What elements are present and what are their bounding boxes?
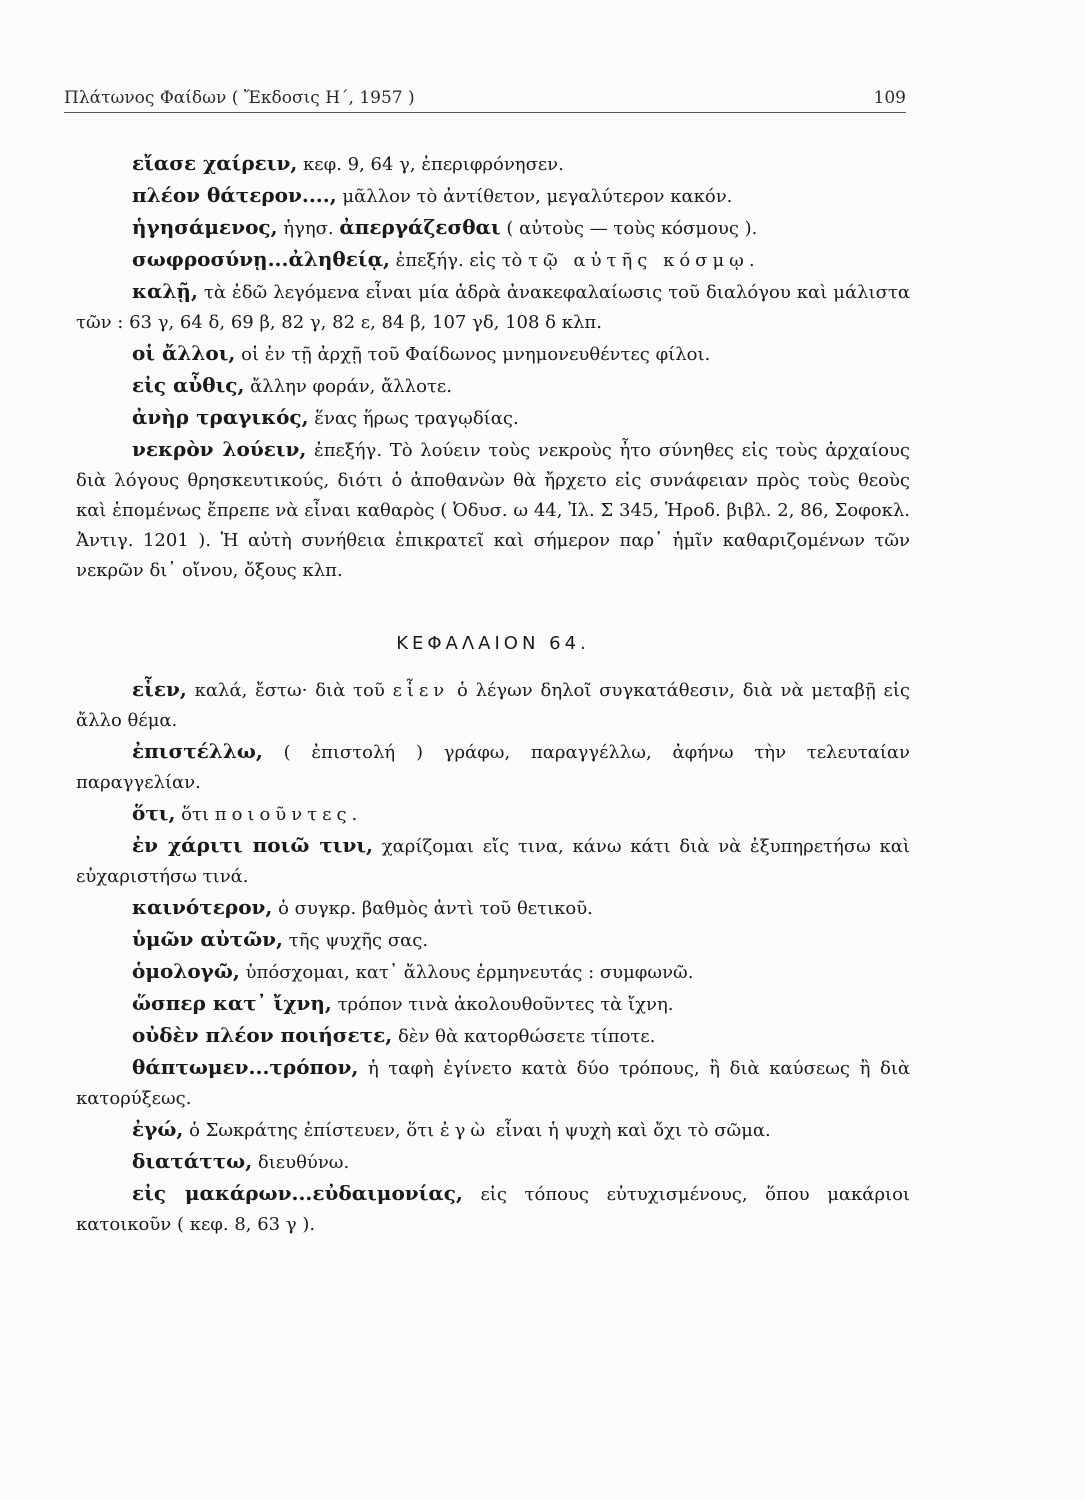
entry-lemma: θάπτωμεν...τρόπον,: [132, 1055, 359, 1079]
glossary-entry: [76, 956, 910, 988]
entry-spaced-text: τῷ αὐτῆς κόσμῳ.: [528, 250, 760, 271]
entry-spaced-text: ἐγὼ: [439, 1120, 491, 1141]
glossary-entry: [76, 892, 910, 924]
glossary-entry: [76, 180, 910, 212]
entry-gloss: ὁ Σωκράτης ἐπίστευεν, ὅτι: [183, 1120, 440, 1141]
glossary-entry: [76, 924, 910, 956]
entry-spaced-text: ποιοῦντες.: [214, 804, 363, 825]
glossary-entry: [76, 148, 910, 180]
entry-lemma: ὁμολογῶ,: [132, 959, 240, 983]
entry-lemma: ὥσπερ κατ᾽ ἴχνη,: [132, 991, 332, 1015]
glossary-entry: [76, 798, 910, 830]
entry-gloss: τῆς ψυχῆς σας.: [283, 930, 429, 951]
entry-gloss: ( ἐπιστολή ) γράφω, παραγγέλλω, ἀφήνω τὴν τελευταίαν παραγγελίαν.: [76, 742, 910, 793]
entry-lemma: ὑμῶν αὐτῶν,: [132, 927, 284, 951]
glossary-entry: [76, 1052, 910, 1114]
entry-gloss: ἕνας ἥρως τραγῳδίας.: [308, 408, 519, 429]
entry-gloss: ἐπεξήγ. Τὸ λούειν τοὺς νεκροὺς ἦτο σύνηθες εἰς τοὺς ἀρχαίους διὰ λόγους θρησκευτικούς, διότι ὁ ἀποθανὼν θὰ ἤρχετο εἰς συνάφειαν πρὸς τοὺς θεοὺς καὶ ἑπομένως ἔπρεπε νὰ εἶναι καθαρὸς ( Ὀδυσ. ω 44, Ἰλ. Σ 345, Ἡροδ. βιβλ. 2, 86, Σοφοκλ. Ἀντιγ. 1201 ). Ἡ αὐτὴ συνήθεια ἐπικρατεῖ καὶ σήμερον παρ᾽ ἡμῖν καθαριζομένων τῶν νεκρῶν δι᾽ οἴνου, ὄξους κλπ.: [76, 440, 910, 581]
entry-lemma: εἴασε χαίρειν,: [132, 151, 298, 175]
entry-gloss: ἐπεξήγ. εἰς τὸ: [389, 250, 529, 271]
entry-lemma: διατάττω,: [132, 1149, 253, 1173]
entry-gloss: τὰ ἐδῶ λεγόμενα εἶναι μία ἁδρὰ ἀνακεφαλαίωσις τοῦ διαλόγου καὶ μάλιστα τῶν : 63 γ, 64 δ, 69 β, 82 γ, 82 ε, 84 β, 107 γδ, 108 δ κλπ.: [76, 282, 910, 333]
glossary-entry: [76, 674, 910, 736]
entry-gloss: ἡ ταφὴ ἐγίνετο κατὰ δύο τρόπους, ἢ διὰ καύσεως ἢ διὰ κατορύξεως.: [76, 1058, 910, 1109]
entry-gloss: κεφ. 9, 64 γ, ἐπεριφρόνησεν.: [297, 154, 564, 175]
glossary-entry: [76, 1020, 910, 1052]
entry-lemma: σωφροσύνῃ...ἀληθείᾳ,: [132, 247, 390, 271]
entry-lemma: ἐν χάριτι ποιῶ τινι,: [132, 833, 373, 857]
entry-lemma: εἰς αὖθις,: [132, 373, 245, 397]
entry-lemma: καινότερον,: [132, 895, 273, 919]
entry-gloss: ὁ συγκρ. βαθμὸς ἀντὶ τοῦ θετικοῦ.: [272, 898, 593, 919]
entry-lemma: ἀπεργάζεσθαι: [339, 215, 501, 239]
entry-gloss: μᾶλλον τὸ ἀντίθετον, μεγαλύτερον κακόν.: [336, 186, 733, 207]
entry-lemma: καλῇ,: [132, 279, 198, 303]
glossary-entry: [76, 1146, 910, 1178]
entry-lemma: οἱ ἄλλοι,: [132, 341, 236, 365]
entry-gloss: διευθύνω.: [252, 1152, 350, 1173]
entry-lemma: ὅτι,: [132, 801, 176, 825]
entry-gloss: ( αὐτοὺς — τοὺς κόσμους ).: [500, 218, 758, 239]
entry-gloss: καλά, ἔστω· διὰ τοῦ: [186, 680, 393, 701]
entry-gloss: ὑπόσχομαι, κατ᾽ ἄλλους ἑρμηνευτάς : συμφωνῶ.: [239, 962, 694, 983]
entry-gloss: εἶναι ἡ ψυχὴ καὶ ὄχι τὸ σῶμα.: [490, 1120, 771, 1141]
glossary-entry: [76, 212, 910, 244]
entry-lemma: πλέον θάτερον....,: [132, 183, 337, 207]
glossary-entry: [76, 338, 910, 370]
entry-gloss: τρόπον τινὰ ἀκολουθοῦντες τὰ ἴχνη.: [331, 994, 674, 1015]
page-number: 109: [873, 88, 906, 108]
running-title: Πλάτωνος Φαίδων ( Ἔκδοσις Η΄, 1957 ): [64, 88, 415, 108]
glossary-entry: [76, 402, 910, 434]
entry-gloss: δὲν θὰ κατορθώσετε τίποτε.: [392, 1026, 656, 1047]
entry-lemma: ἐπιστέλλω,: [132, 739, 263, 763]
glossary-block-b: [76, 674, 910, 1240]
running-header: [64, 88, 906, 113]
entry-gloss: ἡγησ.: [277, 218, 340, 239]
entry-gloss: ὅτι: [175, 804, 215, 825]
entry-gloss: οἱ ἐν τῇ ἀρχῇ τοῦ Φαίδωνος μνημονευθέντες φίλοι.: [235, 344, 711, 365]
glossary-entry: [76, 1114, 910, 1146]
entry-gloss: ἄλλην φοράν, ἄλλοτε.: [244, 376, 452, 397]
entry-lemma: εἰς μακάρων...εὐδαιμονίας,: [132, 1181, 463, 1205]
entry-lemma: ἡγησάμενος,: [132, 215, 278, 239]
chapter-heading: ΚΕΦΑΛΑΙΟΝ 64.: [396, 633, 590, 654]
page-body: [76, 148, 910, 1240]
entry-gloss: ὁ λέγων δηλοῖ συγκατάθεσιν, διὰ νὰ μεταβῇ εἰς ἄλλο θέμα.: [76, 680, 910, 731]
entry-gloss: χαρίζομαι εἴς τινα, κάνω κάτι διὰ νὰ ἐξυπηρετήσω καὶ εὐχαριστήσω τινά.: [76, 836, 910, 887]
glossary-block-a: [76, 148, 910, 586]
entry-spaced-text: εἶεν: [392, 680, 450, 701]
entry-lemma: ἐγώ,: [132, 1117, 184, 1141]
entry-lemma: εἶεν,: [132, 677, 187, 701]
glossary-entry: [76, 434, 910, 586]
entry-gloss: εἰς τόπους εὐτυχισμένους, ὅπου μακάριοι κατοικοῦν ( κεφ. 8, 63 γ ).: [76, 1184, 910, 1235]
glossary-entry: [76, 830, 910, 892]
glossary-entry: [76, 736, 910, 798]
entry-lemma: οὐδὲν πλέον ποιήσετε,: [132, 1023, 393, 1047]
glossary-entry: [76, 370, 910, 402]
glossary-entry: [76, 244, 910, 276]
glossary-entry: [76, 276, 910, 338]
glossary-entry: [76, 1178, 910, 1240]
glossary-entry: [76, 988, 910, 1020]
entry-lemma: ἀνὴρ τραγικός,: [132, 405, 309, 429]
entry-lemma: νεκρὸν λούειν,: [132, 437, 307, 461]
